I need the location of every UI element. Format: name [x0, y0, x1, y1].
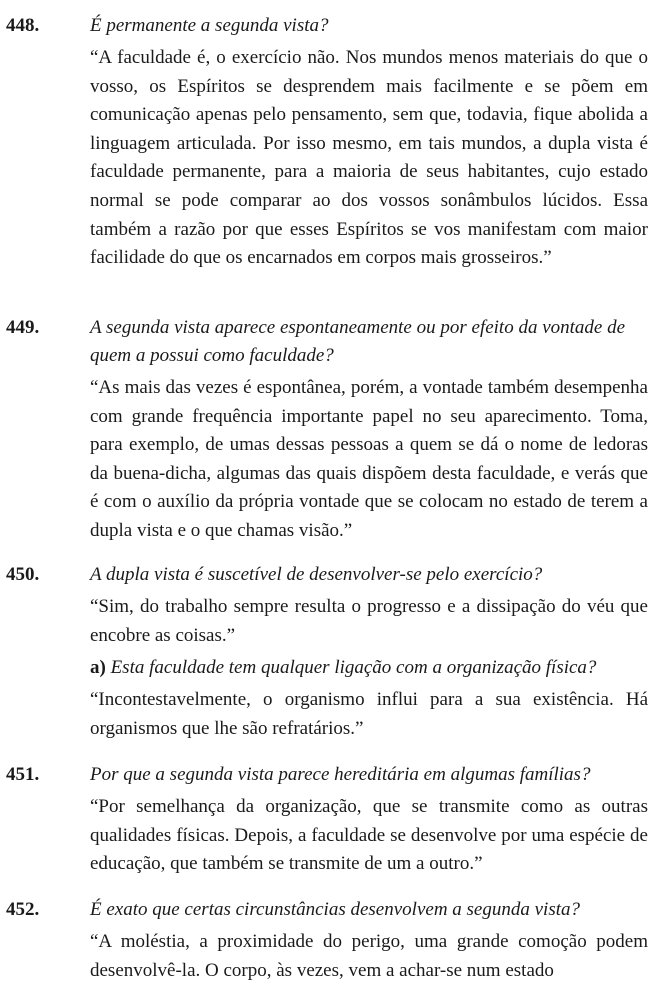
- entry-question: Por que a segunda vista parece hereditária em algumas famílias?: [90, 764, 591, 785]
- entry-answer: “Por semelhança da organização, que se transmite como as outras qualidades físicas. Depois, a faculdade se desenvolve por uma espécie de educação, que também se transmite de um a outro.”: [90, 796, 648, 875]
- entry-question: A segunda vista aparece espontaneamente ou por efeito da vontade de quem a possui como faculdade?: [90, 317, 626, 366]
- entry-answer: “A faculdade é, o exercício não. Nos mundos menos materiais do que o vosso, os Espíritos se desprendem mais facilmente e se põem em comunicação apenas pelo pensamento, sem que, todavia, fique abolida a linguagem articulada. Por isso mesmo, em tais mundos, a dupla vista é faculdade permanente, para a maioria de seus habitantes, cujo estado normal se pode comparar ao dos vossos sonâmbulos lúcidos. Essa também a razão por que esses Espíritos se vos manifestam com maior facilidade do que os encarnados em corpos mais grosseiros.”: [90, 47, 648, 269]
- entry-answer: “Sim, do trabalho sempre resulta o progresso e a dissipação do véu que encobre as coisas.”: [90, 596, 648, 646]
- entry-449: [0, 314, 648, 546]
- entry-452: [0, 896, 648, 985]
- entry-question: A dupla vista é suscetível de desenvolver-se pelo exercício?: [90, 564, 543, 585]
- subquestion-text: Esta faculdade tem qualquer ligação com a organização física?: [110, 657, 597, 679]
- entry-answer: “A moléstia, a proximidade do perigo, uma grande comoção podem desenvolvê-la. O corpo, às vezes, vem a achar-se num estado: [90, 931, 648, 981]
- entry-number: 449.: [6, 317, 40, 338]
- entry-question: É permanente a segunda vista?: [90, 15, 329, 36]
- entry-number: 450.: [6, 564, 40, 585]
- entry-subanswer: “Incontestavelmente, o organismo influi para a sua existência. Há organismos que lhe são refratários.”: [90, 689, 648, 739]
- entry-450: [0, 561, 648, 743]
- entry-number: 448.: [6, 15, 40, 36]
- entry-subquestion: [90, 654, 648, 682]
- entry-question: É exato que certas circunstâncias desenvolvem a segunda vista?: [90, 899, 581, 920]
- entry-448: [0, 12, 648, 273]
- entry-number: 452.: [6, 899, 40, 920]
- subquestion-letter: a): [90, 657, 106, 679]
- entry-answer: “As mais das vezes é espontânea, porém, a vontade também desempenha com grande frequência importante papel no seu aparecimento. Toma, para exemplo, de umas dessas pessoas a quem se dá o nome de ledoras da buena-dicha, algumas das quais dispõem desta faculdade, e verás que é com o auxílio da própria vontade que se colocam no estado de terem a dupla vista e o que chamas visão.”: [90, 377, 648, 541]
- entry-number: 451.: [6, 764, 40, 785]
- entry-451: [0, 761, 648, 879]
